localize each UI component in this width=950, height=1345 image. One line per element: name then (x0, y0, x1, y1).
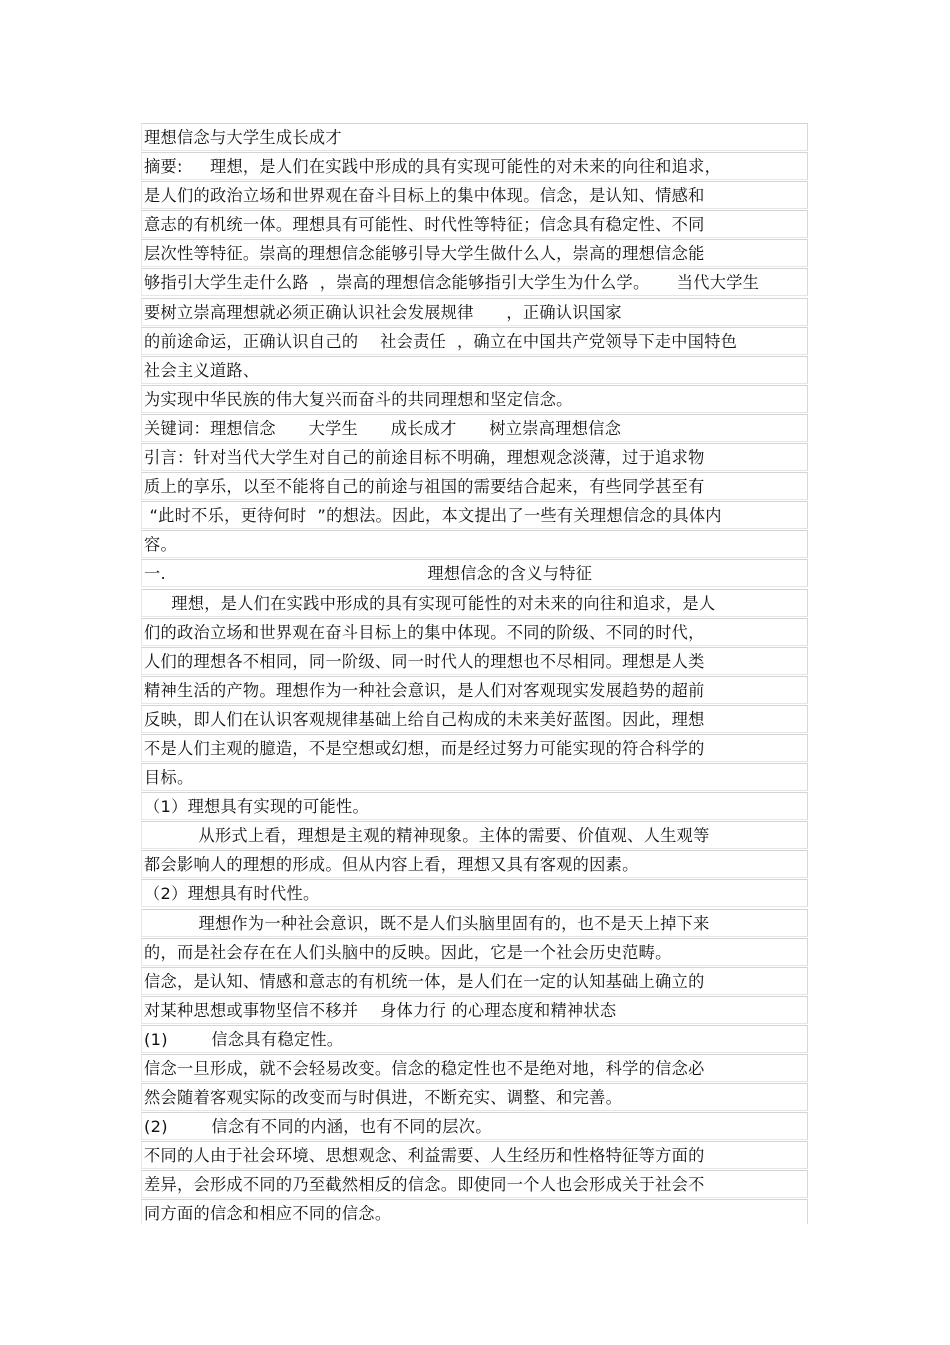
subheading-line (141, 792, 808, 820)
body-line (141, 676, 808, 704)
intro-line (141, 443, 808, 471)
text-line: 意志的有机统一体。理想具有可能性、时代性等特征；信念具有稳定性、不同 (144, 215, 705, 235)
abstract-line (141, 327, 808, 355)
body-line (141, 1054, 808, 1082)
text-line: 差异，会形成不同的乃至截然相反的信念。即使同一个人也会形成关于社会不 (144, 1175, 705, 1195)
abstract-line (141, 152, 808, 180)
body-line (141, 967, 808, 995)
body-line (141, 1170, 808, 1198)
document-title (141, 123, 808, 151)
abstract-line (141, 239, 808, 267)
text-line: 的前途命运，正确认识自己的 社会责任 ，确立在中国共产党领导下走中国特色 (144, 331, 738, 351)
text-line: 关键词：理想信念 大学生 成长成才 树立崇高理想信念 (144, 418, 622, 438)
abstract-line (141, 181, 808, 209)
section-heading (141, 559, 808, 587)
text-line: (1) 信念具有稳定性。 (144, 1029, 344, 1049)
body-line (141, 1083, 808, 1111)
text-line: 的，而是社会存在在人们头脑中的反映。因此，它是一个社会历史范畴。 (144, 942, 672, 962)
body-line (141, 1199, 808, 1224)
text-line: 都会影响人的理想的形成。但从内容上看，理想又具有客观的因素。 (144, 855, 639, 875)
text-line: 容。 (144, 535, 177, 555)
intro-line (141, 530, 808, 558)
text-line: （2）理想具有时代性。 (144, 884, 320, 904)
text-line: 层次性等特征。崇高的理想信念能够引导大学生做什么人，崇高的理想信念能 (144, 244, 705, 264)
body-line (141, 763, 808, 791)
text-line: 理想，是人们在实践中形成的具有实现可能性的对未来的向往和追求，是人 (144, 593, 716, 613)
text-line: 是人们的政治立场和世界观在奋斗目标上的集中体现。信念，是认知、情感和 (144, 186, 705, 206)
text-line: 们的政治立场和世界观在奋斗目标上的集中体现。不同的阶级、不同的时代， (144, 622, 705, 642)
text-line: 同方面的信念和相应不同的信念。 (144, 1204, 392, 1224)
text-line: 引言：针对当代大学生对自己的前途目标不明确，理想观念淡薄，过于追求物 (144, 448, 705, 468)
text-line: 理想信念与大学生成长成才 (144, 128, 342, 147)
text-line: “此时不乐，更待何时 ”的想法。因此，本文提出了一些有关理想信念的具体内 (144, 506, 722, 526)
body-line (141, 1141, 808, 1169)
subheading-line (141, 1025, 808, 1053)
body-line (141, 821, 808, 849)
text-line: 对某种思想或事物坚信不移并 身体力行 的心理态度和精神状态 (144, 1000, 617, 1020)
text-line: 为实现中华民族的伟大复兴而奋斗的共同理想和坚定信念。 (144, 389, 573, 409)
body-line (141, 618, 808, 646)
text-line: 然会随着客观实际的改变而与时俱进，不断充实、调整、和完善。 (144, 1088, 623, 1108)
keywords-line (141, 414, 808, 442)
text-line: 够指引大学生走什么路 ，崇高的理想信念能够指引大学生为什么学。 当代大学生 (144, 273, 760, 293)
abstract-line (141, 356, 808, 384)
text-line: 从形式上看，理想是主观的精神现象。主体的需要、价值观、人生观等 (144, 826, 710, 846)
body-line (141, 996, 808, 1024)
subheading-line (141, 1112, 808, 1140)
document-body (141, 123, 808, 1226)
subheading-line (141, 879, 808, 907)
text-line: 人们的理想各不相同，同一阶级、同一时代人的理想也不尽相同。理想是人类 (144, 651, 705, 671)
body-line (141, 647, 808, 675)
body-line (141, 734, 808, 762)
text-line: 理想作为一种社会意识，既不是人们头脑里固有的，也不是天上掉下来 (144, 913, 710, 933)
text-line: 要树立崇高理想就必须正确认识社会发展规律 ，正确认识国家 (144, 302, 622, 322)
text-line: 社会主义道路、 (144, 360, 260, 380)
text-line: 一. 理想信念的含义与特征 (144, 564, 593, 584)
intro-line (141, 472, 808, 500)
text-line: 信念一旦形成，就不会轻易改变。信念的稳定性也不是绝对地，科学的信念必 (144, 1059, 705, 1078)
text-line: 反映，即人们在认识客观规律基础上给自己构成的未来美好蓝图。因此，理想 (144, 709, 705, 729)
abstract-line (141, 298, 808, 326)
body-line (141, 909, 808, 937)
body-line (141, 850, 808, 878)
text-line: 信念，是认知、情感和意志的有机统一体，是人们在一定的认知基础上确立的 (144, 971, 705, 991)
body-line (141, 938, 808, 966)
text-line: 摘要: 理想，是人们在实践中形成的具有实现可能性的对未来的向往和追求， (144, 157, 722, 177)
body-line (141, 705, 808, 733)
text-line: 精神生活的产物。理想作为一种社会意识，是人们对客观现实发展趋势的超前 (144, 680, 705, 700)
text-line: 不同的人由于社会环境、思想观念、利益需要、人生经历和性格特征等方面的 (144, 1146, 705, 1166)
text-line: 目标。 (144, 768, 194, 788)
text-line: 质上的享乐，以至不能将自己的前途与祖国的需要结合起来，有些同学甚至有 (144, 477, 705, 497)
intro-line (141, 501, 808, 529)
body-line (141, 589, 808, 617)
text-line: (2) 信念有不同的内涵，也有不同的层次。 (144, 1117, 492, 1137)
abstract-line (141, 385, 808, 413)
text-line: 不是人们主观的臆造，不是空想或幻想，而是经过努力可能实现的符合科学的 (144, 738, 705, 758)
abstract-line (141, 268, 808, 296)
text-line: （1）理想具有实现的可能性。 (144, 797, 369, 817)
abstract-line (141, 210, 808, 238)
